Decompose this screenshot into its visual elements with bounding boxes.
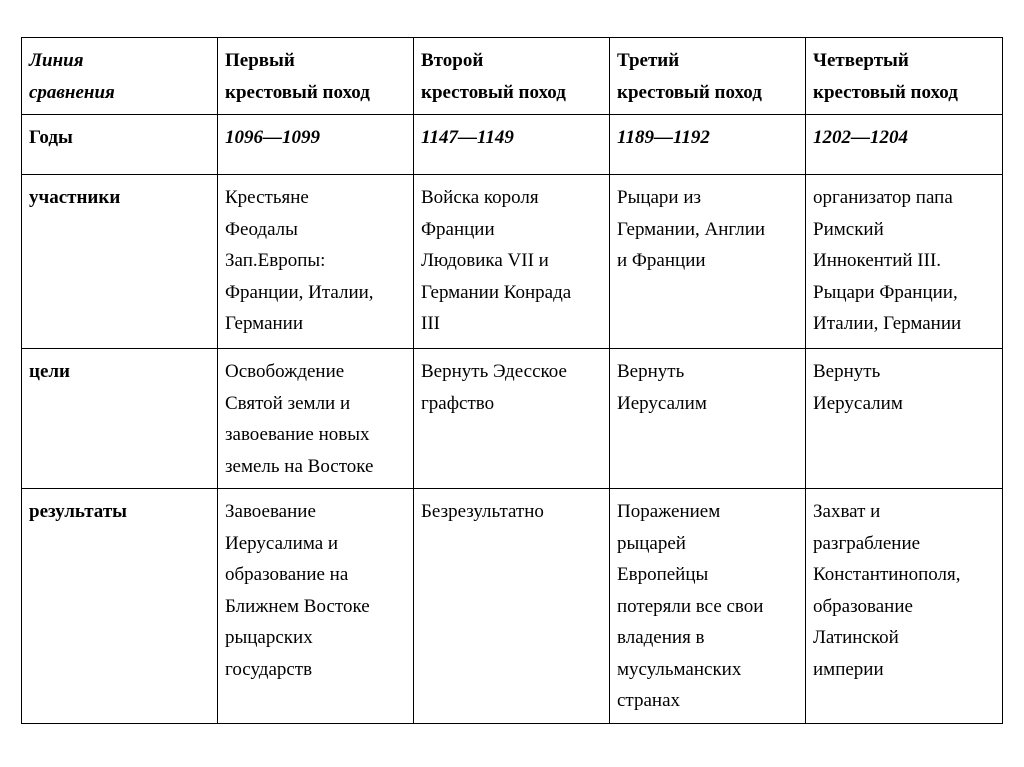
years-value: 1202—1204 (813, 127, 908, 148)
cell-line: Германии, Англии (617, 218, 766, 240)
row-label-text: Годы (29, 127, 73, 148)
cell-line: странах (617, 690, 681, 711)
cell-line: Святой земли и (225, 392, 351, 414)
years-value: 1147—1149 (421, 127, 514, 148)
cell-line: Феодалы (225, 218, 298, 240)
crusades-comparison-table (21, 37, 1003, 724)
header-row (22, 38, 1003, 115)
row-label-text: результаты (29, 501, 127, 522)
cell-line: Римский (813, 218, 884, 240)
cell-line: мусульманских (617, 658, 742, 680)
results-cell (806, 489, 1003, 724)
goals-cell (218, 349, 414, 489)
years-cell (218, 115, 414, 175)
cell-line: Освобождение (225, 361, 345, 382)
cell-line: Поражением (617, 501, 721, 522)
column-header-line: крестовый поход (225, 81, 370, 103)
participants-cell (414, 175, 610, 349)
table-row-years (22, 115, 1003, 175)
column-header-line: Третий (617, 50, 680, 71)
column-header-line: Четвертый (813, 50, 909, 71)
cell-line: рыцарских (225, 627, 313, 648)
cell-line: образование (813, 595, 913, 617)
cell-line: владения в (617, 627, 705, 648)
cell-line: Вернуть Эдесское (421, 361, 567, 382)
cell-line: графство (421, 392, 495, 414)
column-header-line: крестовый поход (813, 81, 958, 103)
column-header-fourth-crusade (806, 38, 1003, 115)
cell-line: завоевание новых (225, 424, 370, 445)
row-label-goals (22, 349, 218, 489)
results-cell (218, 489, 414, 724)
cell-line: Франции (421, 218, 495, 240)
cell-line: Иерусалима и (225, 532, 339, 554)
row-label-text: участники (29, 187, 121, 208)
cell-line: Рыцари Франции, (813, 281, 958, 303)
cell-line: Германии (225, 313, 304, 334)
cell-line: Франции, Италии, (225, 281, 374, 303)
cell-line: Захват и (813, 501, 881, 522)
row-label-participants (22, 175, 218, 349)
row-label-results (22, 489, 218, 724)
comparison-label-line: сравнения (29, 81, 115, 103)
years-cell (806, 115, 1003, 175)
cell-line: Крестьяне (225, 187, 309, 208)
participants-cell (218, 175, 414, 349)
column-header-line: Второй (421, 50, 484, 71)
cell-line: Ближнем Востоке (225, 595, 370, 617)
column-header-first-crusade (218, 38, 414, 115)
table-row-goals (22, 349, 1003, 489)
years-value: 1096—1099 (225, 127, 320, 148)
column-header-line: крестовый поход (421, 81, 566, 103)
cell-line: и Франции (617, 250, 706, 271)
table-row-participants (22, 175, 1003, 349)
cell-line: образование на (225, 564, 349, 585)
row-label-years (22, 115, 218, 175)
cell-line: Европейцы (617, 564, 709, 585)
years-cell (414, 115, 610, 175)
column-header-line: Первый (225, 50, 295, 71)
cell-line: Вернуть (813, 361, 881, 382)
cell-line: империи (813, 658, 884, 680)
cell-line: Войска короля (421, 187, 539, 208)
years-value: 1189—1192 (617, 127, 710, 148)
cell-line: Константинополя, (813, 564, 961, 585)
column-header-line: крестовый поход (617, 81, 762, 103)
cell-line: организатор папа (813, 187, 953, 208)
cell-line: потеряли все свои (617, 595, 764, 617)
comparison-label-cell (22, 38, 218, 115)
cell-line: Иерусалим (617, 392, 707, 414)
participants-cell (610, 175, 806, 349)
comparison-label-line: Линия (29, 50, 84, 71)
column-header-third-crusade (610, 38, 806, 115)
table-row-results (22, 489, 1003, 724)
cell-line: Германии Конрада (421, 281, 572, 303)
cell-line: государств (225, 658, 313, 680)
row-label-text: цели (29, 361, 70, 382)
cell-line: разграбление (813, 532, 921, 554)
column-header-second-crusade (414, 38, 610, 115)
goals-cell (610, 349, 806, 489)
cell-line: Италии, Германии (813, 313, 962, 334)
cell-line: Латинской (813, 627, 899, 648)
goals-cell (806, 349, 1003, 489)
cell-line: Иерусалим (813, 392, 903, 414)
cell-line: земель на Востоке (225, 455, 374, 477)
results-cell (414, 489, 610, 724)
cell-line: Рыцари из (617, 187, 702, 208)
years-cell (610, 115, 806, 175)
cell-line: Вернуть (617, 361, 685, 382)
cell-line: Зап.Европы: (225, 250, 326, 271)
participants-cell (806, 175, 1003, 349)
cell-line: Людовика VII и (421, 250, 549, 271)
cell-line: рыцарей (617, 532, 686, 554)
results-cell (610, 489, 806, 724)
cell-line: Безрезультатно (421, 501, 544, 522)
goals-cell (414, 349, 610, 489)
cell-line: Завоевание (225, 501, 316, 522)
cell-line: III (421, 313, 440, 334)
cell-line: Иннокентий III. (813, 250, 942, 271)
